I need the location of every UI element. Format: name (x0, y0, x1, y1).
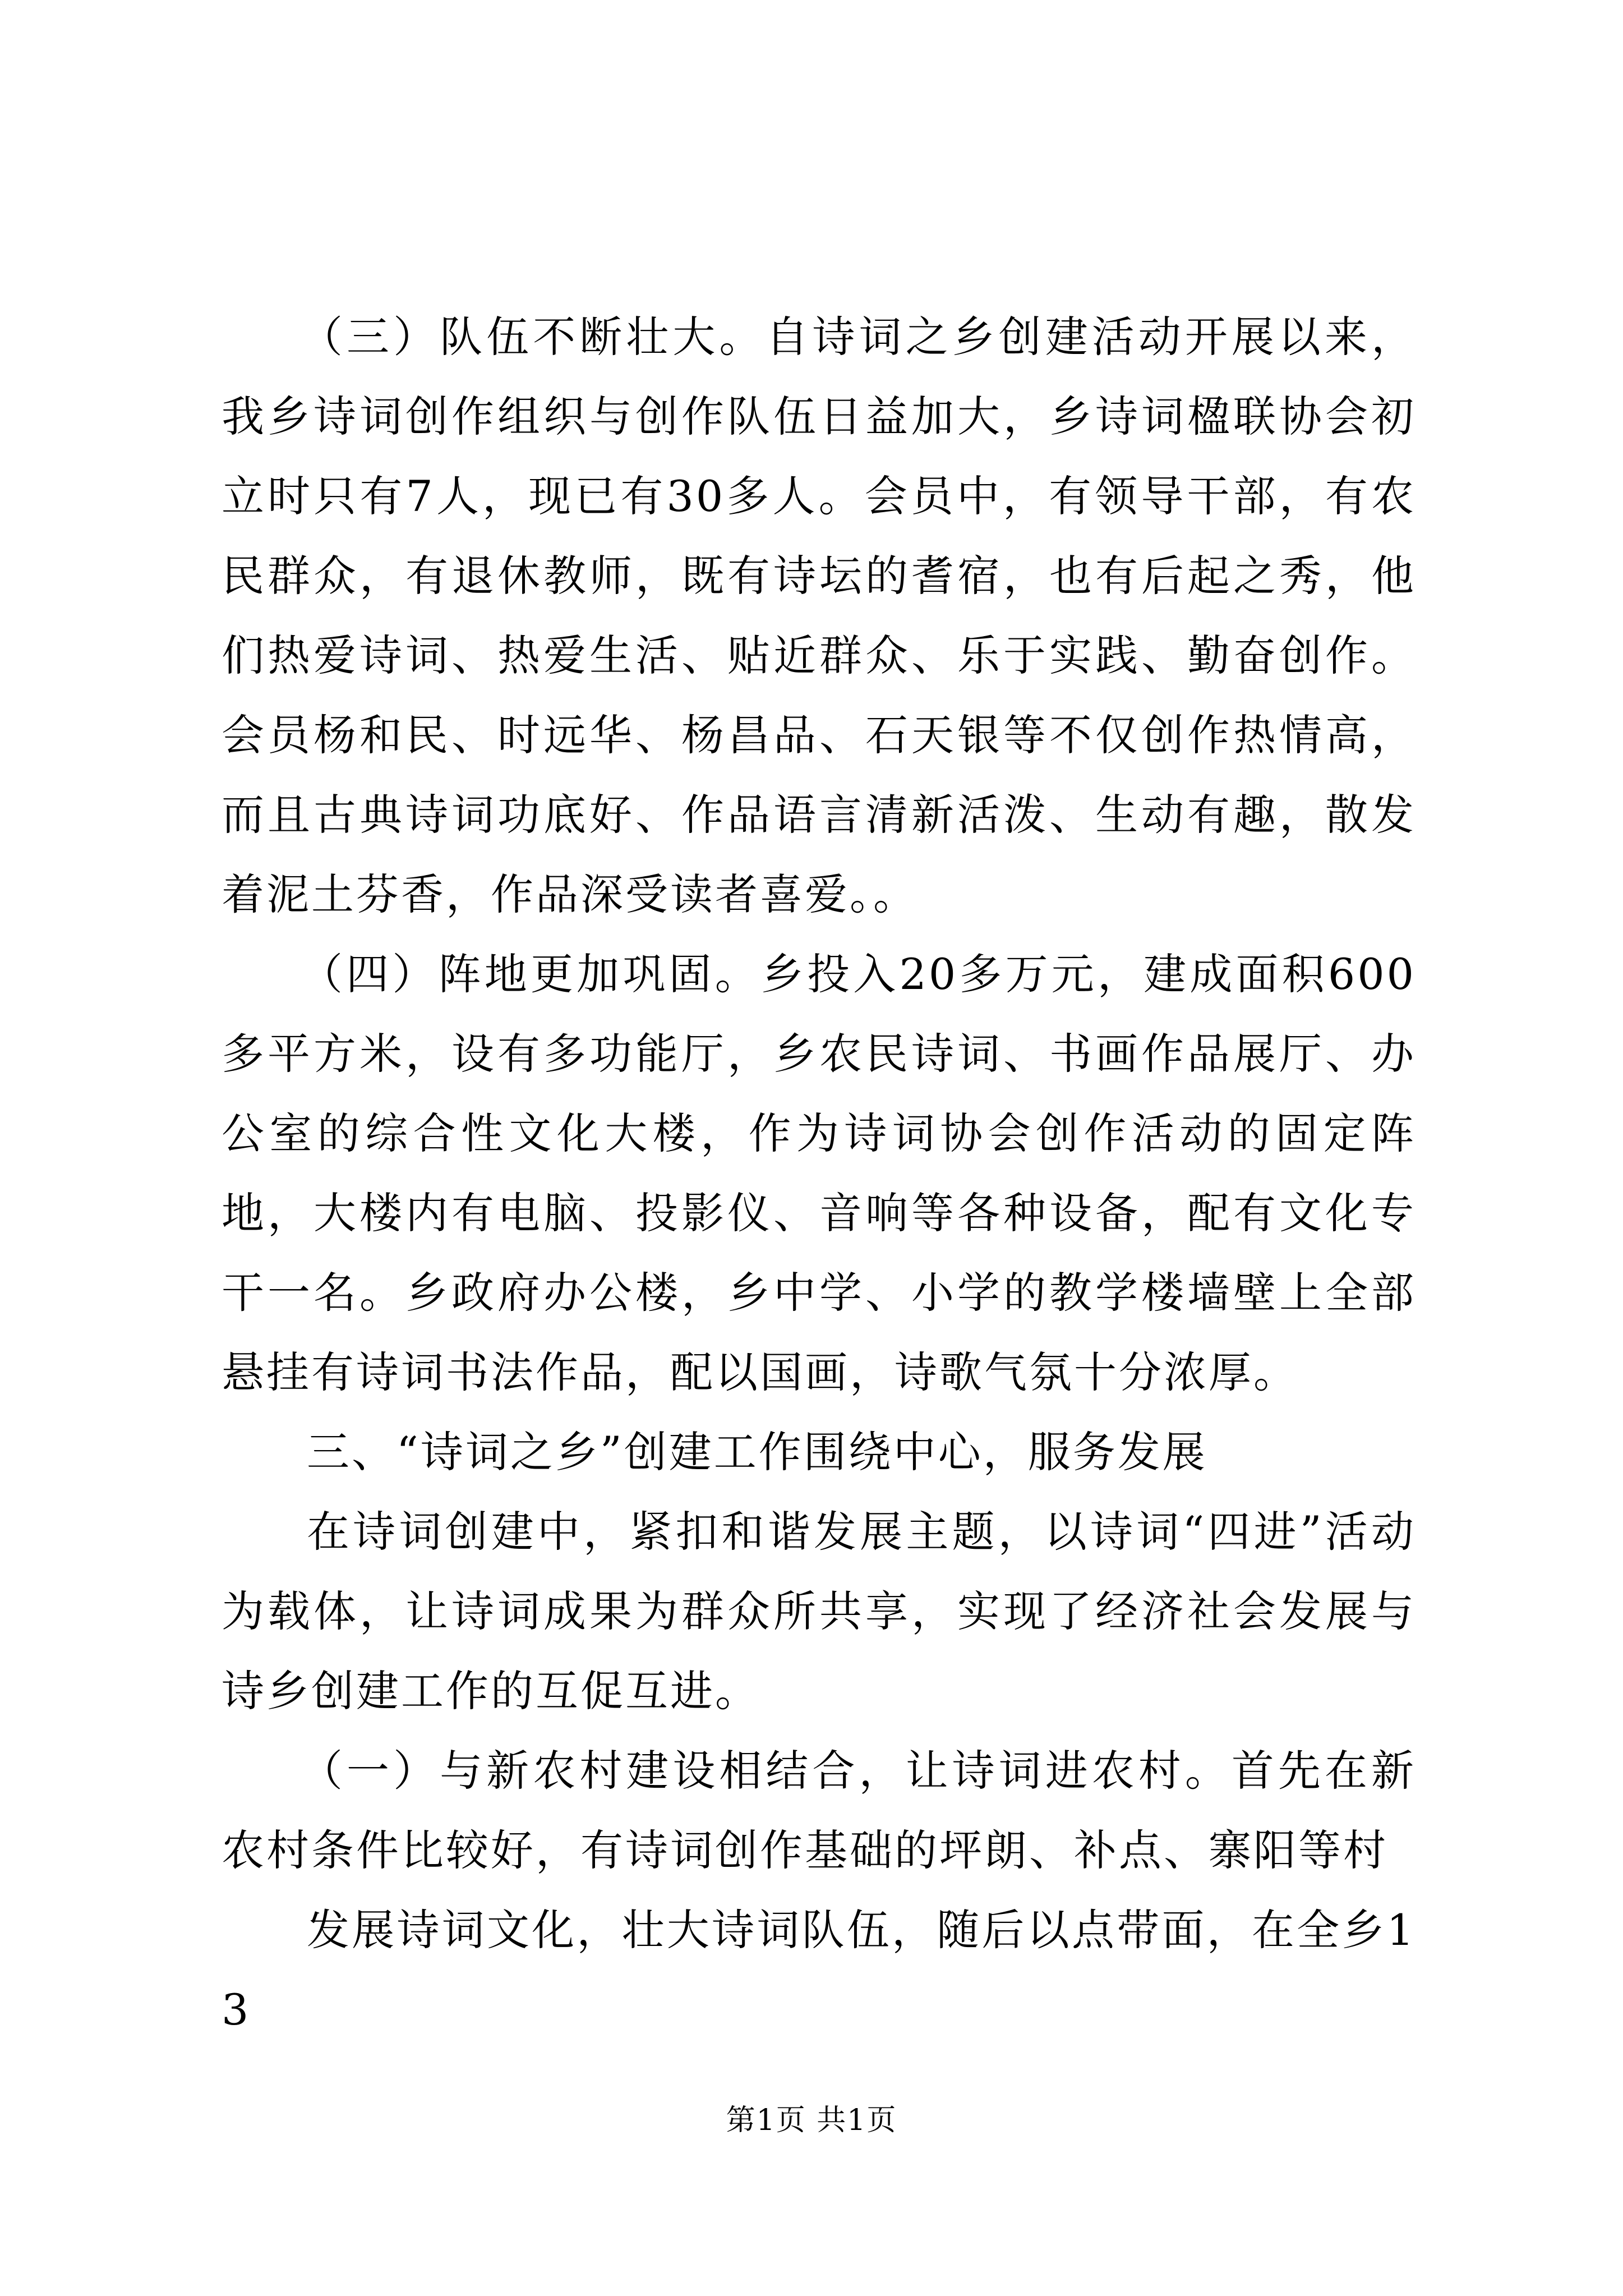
page-footer: 第1页 共1页 (726, 2104, 897, 2137)
paragraph-rural: （一）与新农村建设相结合，让诗词进农村。首先在新农村条件比较好，有诗词创作基础的坪朗、补点、寨阳等村 (222, 1746, 1416, 1875)
paragraph-continuation: 发展诗词文化，壮大诗词队伍，随后以点带面，在全乡13 (222, 1905, 1416, 2035)
section-heading: 三、“诗词之乡”创建工作围绕中心，服务发展 (307, 1427, 1207, 1477)
paragraph-venue: （四）阵地更加巩固。乡投入20多万元，建成面积600多平方米，设有多功能厅，乡农民诗词、书画作品展厅、办公室的综合性文化大楼，作为诗词协会创作活动的固定阵地，大楼内有电脑、投影仪、音响等各种设备，配有文化专干一名。乡政府办公楼，乡中学、小学的教学楼墙壁上全部悬挂有诗词书法作品，配以国画，诗歌气氛十分浓厚。 (222, 949, 1416, 1397)
paragraph-team-growth: （三）队伍不断壮大。自诗词之乡创建活动开展以来，我乡诗词创作组织与创作队伍日益加大，乡诗词楹联协会初立时只有7人，现已有30多人。会员中，有领导干部，有农民群众，有退休教师，既有诗坛的耆宿，也有后起之秀，他们热爱诗词、热爱生活、贴近群众、乐于实践、勤奋创作。会员杨和民、时远华、杨昌品、石天银等不仅创作热情高，而且古典诗词功底好、作品语言清新活泼、生动有趣，散发着泥土芬香，作品深受读者喜爱。。 (222, 312, 1416, 919)
document-body (222, 297, 1416, 2050)
paragraph-section-intro: 在诗词创建中，紧扣和谐发展主题，以诗词“四进”活动为载体，让诗词成果为群众所共享，实现了经济社会发展与诗乡创建工作的互促互进。 (222, 1507, 1416, 1716)
